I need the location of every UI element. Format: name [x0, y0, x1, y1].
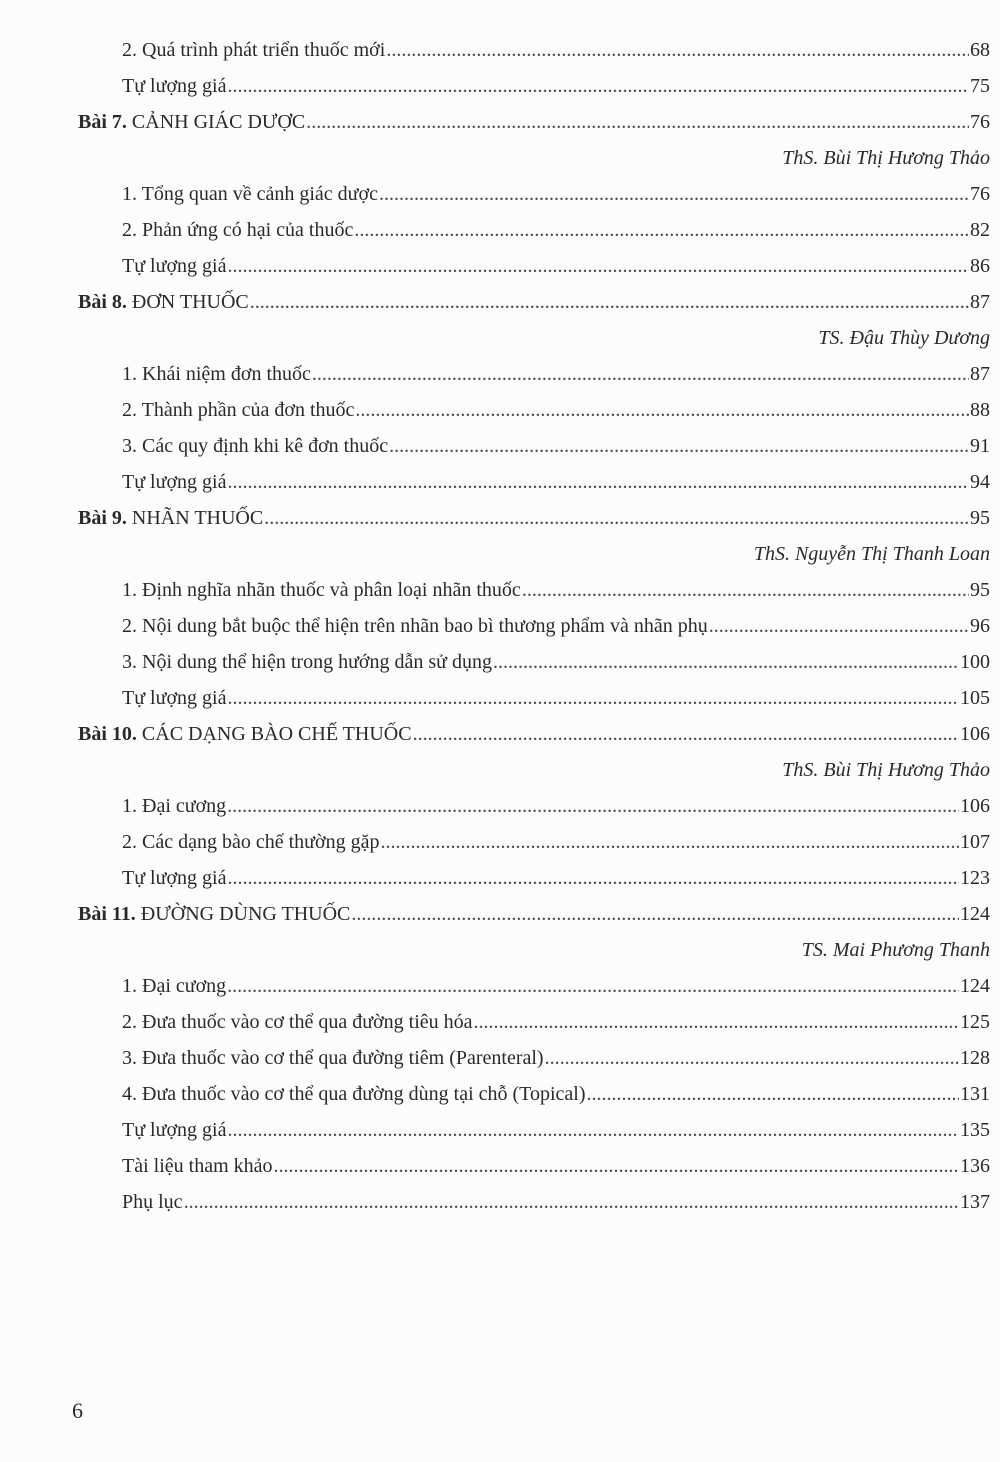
dot-leader [355, 392, 969, 428]
entry-page-number: 107 [960, 831, 990, 853]
dot-leader [379, 176, 969, 212]
dot-leader [312, 356, 969, 392]
toc-section-entry [78, 860, 990, 896]
dot-leader [227, 1112, 959, 1148]
dot-leader [389, 428, 969, 464]
lesson-number: Bài 8. [78, 291, 127, 313]
entry-title [78, 104, 305, 140]
entry-title [78, 716, 412, 752]
author-name: ThS. Bùi Thị Hương Thảo [782, 759, 990, 781]
lesson-number: Bài 11. [78, 903, 136, 925]
entry-title: 2. Các dạng bào chế thường gặp [122, 831, 380, 853]
dot-leader [274, 1148, 959, 1184]
dot-leader [227, 860, 959, 896]
entry-page-number: 75 [970, 75, 990, 97]
toc-section-entry [78, 968, 990, 1004]
entry-title: 1. Đại cương [122, 975, 227, 997]
entry-title: Tự lượng giá [122, 867, 227, 889]
toc-section-entry [78, 572, 990, 608]
page-number: 6 [72, 1398, 83, 1423]
entry-page-number: 106 [960, 723, 990, 745]
entry-page-number: 82 [970, 219, 990, 241]
dot-leader [250, 284, 969, 320]
lesson-title: ĐƯỜNG DÙNG THUỐC [140, 903, 351, 925]
toc-lesson-entry [78, 104, 990, 140]
entry-title: 2. Nội dung bắt buộc thể hiện trên nhãn bao bì thương phẩm và nhãn phụ [122, 615, 708, 637]
entry-title: 1. Khái niệm đơn thuốc [122, 363, 311, 385]
dot-leader [227, 248, 969, 284]
toc-section-entry [78, 1148, 990, 1184]
lesson-number: Bài 9. [78, 507, 127, 529]
entry-title: 3. Đưa thuốc vào cơ thể qua đường tiêm (Parenteral) [122, 1047, 544, 1069]
dot-leader [474, 1004, 959, 1040]
toc-lesson-entry [78, 284, 990, 320]
toc-lesson-entry [78, 500, 990, 536]
entry-page-number: 105 [960, 687, 990, 709]
entry-title [78, 896, 350, 932]
entry-title: Phụ lục [122, 1191, 183, 1213]
toc-lesson-entry [78, 896, 990, 932]
entry-page-number: 86 [970, 255, 990, 277]
entry-page-number: 123 [960, 867, 990, 889]
entry-title: Tự lượng giá [122, 471, 227, 493]
lesson-title: NHÃN THUỐC [131, 507, 264, 529]
toc-section-entry [78, 608, 990, 644]
entry-title: 1. Đại cương [122, 795, 227, 817]
toc-section-entry [78, 212, 990, 248]
entry-page-number: 125 [960, 1011, 990, 1033]
lesson-title: ĐƠN THUỐC [131, 291, 249, 313]
entry-title: Tự lượng giá [122, 255, 227, 277]
toc-section-entry [78, 824, 990, 860]
entry-page-number: 137 [960, 1191, 990, 1213]
entry-title [78, 284, 249, 320]
entry-title: Tự lượng giá [122, 1119, 227, 1141]
entry-page-number: 106 [960, 795, 990, 817]
dot-leader [264, 500, 969, 536]
dot-leader [545, 1040, 959, 1076]
entry-page-number: 76 [970, 183, 990, 205]
toc-section-entry [78, 644, 990, 680]
toc-section-entry [78, 68, 990, 104]
entry-page-number: 76 [970, 111, 990, 133]
entry-page-number: 88 [970, 399, 990, 421]
toc-section-entry [78, 176, 990, 212]
toc-section-entry [78, 428, 990, 464]
toc-lesson-entry [78, 716, 990, 752]
entry-page-number: 124 [960, 975, 990, 997]
author-name: ThS. Nguyễn Thị Thanh Loan [753, 543, 990, 565]
entry-page-number: 94 [970, 471, 990, 493]
dot-leader [709, 608, 969, 644]
lesson-title: CÁC DẠNG BÀO CHẾ THUỐC [141, 723, 412, 745]
entry-page-number: 128 [960, 1047, 990, 1069]
entry-title: Tự lượng giá [122, 687, 227, 709]
dot-leader [227, 788, 959, 824]
entry-title: 2. Đưa thuốc vào cơ thể qua đường tiêu hóa [122, 1011, 473, 1033]
entry-page-number: 124 [960, 903, 990, 925]
entry-title: 4. Đưa thuốc vào cơ thể qua đường dùng tại chỗ (Topical) [122, 1083, 586, 1105]
entry-title [78, 500, 263, 536]
toc-section-entry [78, 1076, 990, 1112]
toc-section-entry [78, 1112, 990, 1148]
dot-leader [227, 968, 959, 1004]
author-name: TS. Mai Phương Thanh [801, 939, 990, 961]
dot-leader [380, 824, 959, 860]
entry-page-number: 136 [960, 1155, 990, 1177]
entry-title: 3. Nội dung thể hiện trong hướng dẫn sử dụng [122, 651, 492, 673]
lesson-number: Bài 10. [78, 723, 137, 745]
toc-section-entry [78, 680, 990, 716]
lesson-number: Bài 7. [78, 111, 127, 133]
entry-page-number: 87 [970, 291, 990, 313]
entry-title: Tài liệu tham khảo [122, 1155, 273, 1177]
author-name: ThS. Bùi Thị Hương Thảo [782, 147, 990, 169]
entry-page-number: 96 [970, 615, 990, 637]
dot-leader [413, 716, 959, 752]
entry-page-number: 131 [960, 1083, 990, 1105]
entry-title: 1. Tổng quan về cảnh giác dược [122, 183, 378, 205]
toc-section-entry [78, 464, 990, 500]
dot-leader [522, 572, 969, 608]
entry-page-number: 91 [970, 435, 990, 457]
toc-section-entry [78, 392, 990, 428]
entry-page-number: 100 [960, 651, 990, 673]
entry-title: 1. Định nghĩa nhãn thuốc và phân loại nhãn thuốc [122, 579, 521, 601]
dot-leader [184, 1184, 959, 1220]
dot-leader [386, 32, 969, 68]
entry-title: Tự lượng giá [122, 75, 227, 97]
dot-leader [227, 680, 959, 716]
dot-leader [227, 68, 969, 104]
toc-section-entry [78, 356, 990, 392]
entry-title: 3. Các quy định khi kê đơn thuốc [122, 435, 389, 457]
lesson-title: CẢNH GIÁC DƯỢC [131, 111, 306, 133]
toc-section-entry [78, 248, 990, 284]
entry-page-number: 68 [970, 39, 990, 61]
toc-section-entry [78, 1184, 990, 1220]
entry-page-number: 95 [970, 579, 990, 601]
dot-leader [587, 1076, 959, 1112]
toc-section-entry [78, 1004, 990, 1040]
toc-section-entry [78, 1040, 990, 1076]
entry-title: 2. Thành phần của đơn thuốc [122, 399, 355, 421]
table-of-contents [78, 32, 990, 1220]
author-name: TS. Đậu Thùy Dương [818, 327, 990, 349]
entry-page-number: 95 [970, 507, 990, 529]
entry-page-number: 135 [960, 1119, 990, 1141]
dot-leader [493, 644, 959, 680]
dot-leader [306, 104, 969, 140]
dot-leader [354, 212, 969, 248]
toc-section-entry [78, 32, 990, 68]
dot-leader [227, 464, 969, 500]
dot-leader [351, 896, 959, 932]
entry-title: 2. Quá trình phát triển thuốc mới [122, 39, 386, 61]
entry-title: 2. Phản ứng có hại của thuốc [122, 219, 354, 241]
toc-section-entry [78, 788, 990, 824]
entry-page-number: 87 [970, 363, 990, 385]
